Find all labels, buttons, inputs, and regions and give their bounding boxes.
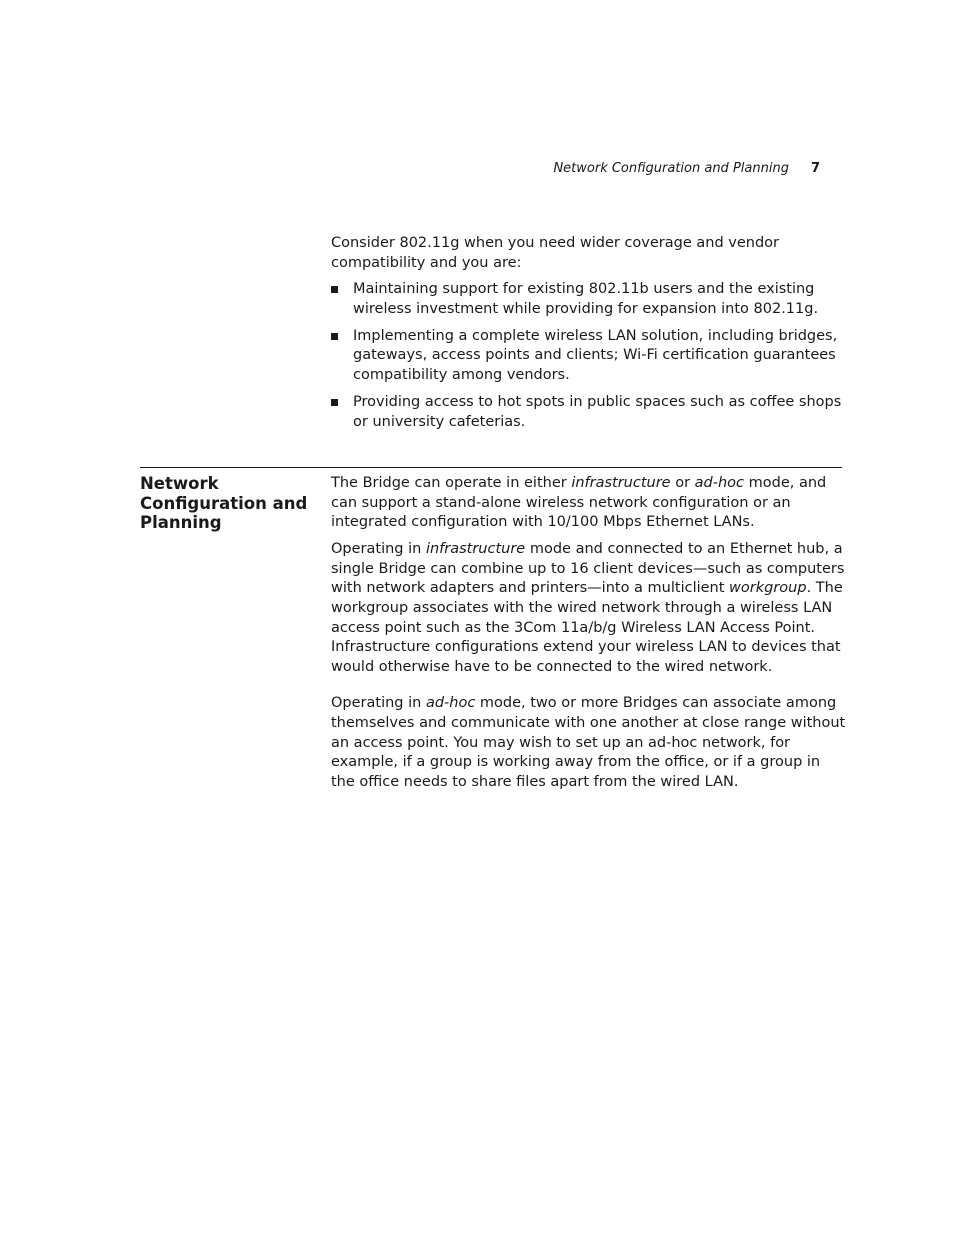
emphasis-term: ad-hoc: [694, 475, 745, 491]
section-body: [331, 474, 846, 800]
emphasis-term: workgroup: [729, 580, 807, 597]
text-run: or: [670, 475, 695, 491]
bullet-list: [331, 280, 846, 432]
emphasis-term: infrastructure: [425, 541, 526, 558]
list-item-text: Implementing a complete wireless LAN solution, including bridges, gateways, access points and clients; Wi-Fi certification guarantees compatibility among vendors.: [353, 327, 838, 384]
text-run: . The workgroup associates with the wired network through a wireless LAN access point such as the 3Com 11a/b/g Wireless LAN Access Point. Infrastructure configurations extend your wireless LAN to devices that would otherwise have to be connected to the wired network.: [331, 580, 843, 675]
list-item: [331, 280, 846, 319]
text-run: mode and connected to an Ethernet hub, a single Bridge can combine up to 16 client devices—such as computers with network adapters and printers—into a multiclient: [331, 541, 845, 597]
intro-lead: Consider 802.11g when you need wider coverage and vendor compatibility and you are:: [331, 235, 780, 271]
list-item-text: Maintaining support for existing 802.11b users and the existing wireless investment while providing for expansion into 802.11g.: [353, 281, 819, 317]
section-heading: Network Configuration and Planning: [140, 474, 308, 532]
text-run: Operating in: [331, 695, 426, 712]
section-divider: [140, 467, 842, 468]
emphasis-term: ad-hoc: [425, 695, 476, 712]
list-item: [331, 327, 846, 386]
intro-block: [331, 234, 846, 440]
paragraph-infrastructure: [331, 540, 846, 677]
text-run: The Bridge can operate in either: [331, 475, 572, 491]
paragraph-ad-hoc: [331, 694, 846, 792]
text-run: mode, two or more Bridges can associate among themselves and communicate with one another at close range without an access point. You may wish to set up an ad-hoc network, for example, if a group is working away from the office, or if a group in the office needs to share files apart from the wired LAN.: [331, 695, 846, 790]
square-bullet-icon: [331, 399, 338, 406]
paragraph-modes: [331, 474, 846, 533]
text-run: mode, and can support a stand-alone wireless network configuration or an integrated configuration with 10/100 Mbps Ethernet LANs.: [331, 475, 827, 531]
list-item: [331, 393, 846, 432]
emphasis-term: infrastructure: [571, 475, 671, 491]
page-number: 7: [810, 161, 820, 176]
square-bullet-icon: [331, 333, 338, 340]
running-header: [0, 160, 820, 178]
text-run: Operating in: [331, 541, 426, 558]
list-item-text: Providing access to hot spots in public spaces such as coffee shops or university cafeterias.: [353, 394, 842, 430]
square-bullet-icon: [331, 286, 338, 293]
running-header-title: Network Configuration and Planning: [553, 161, 789, 176]
